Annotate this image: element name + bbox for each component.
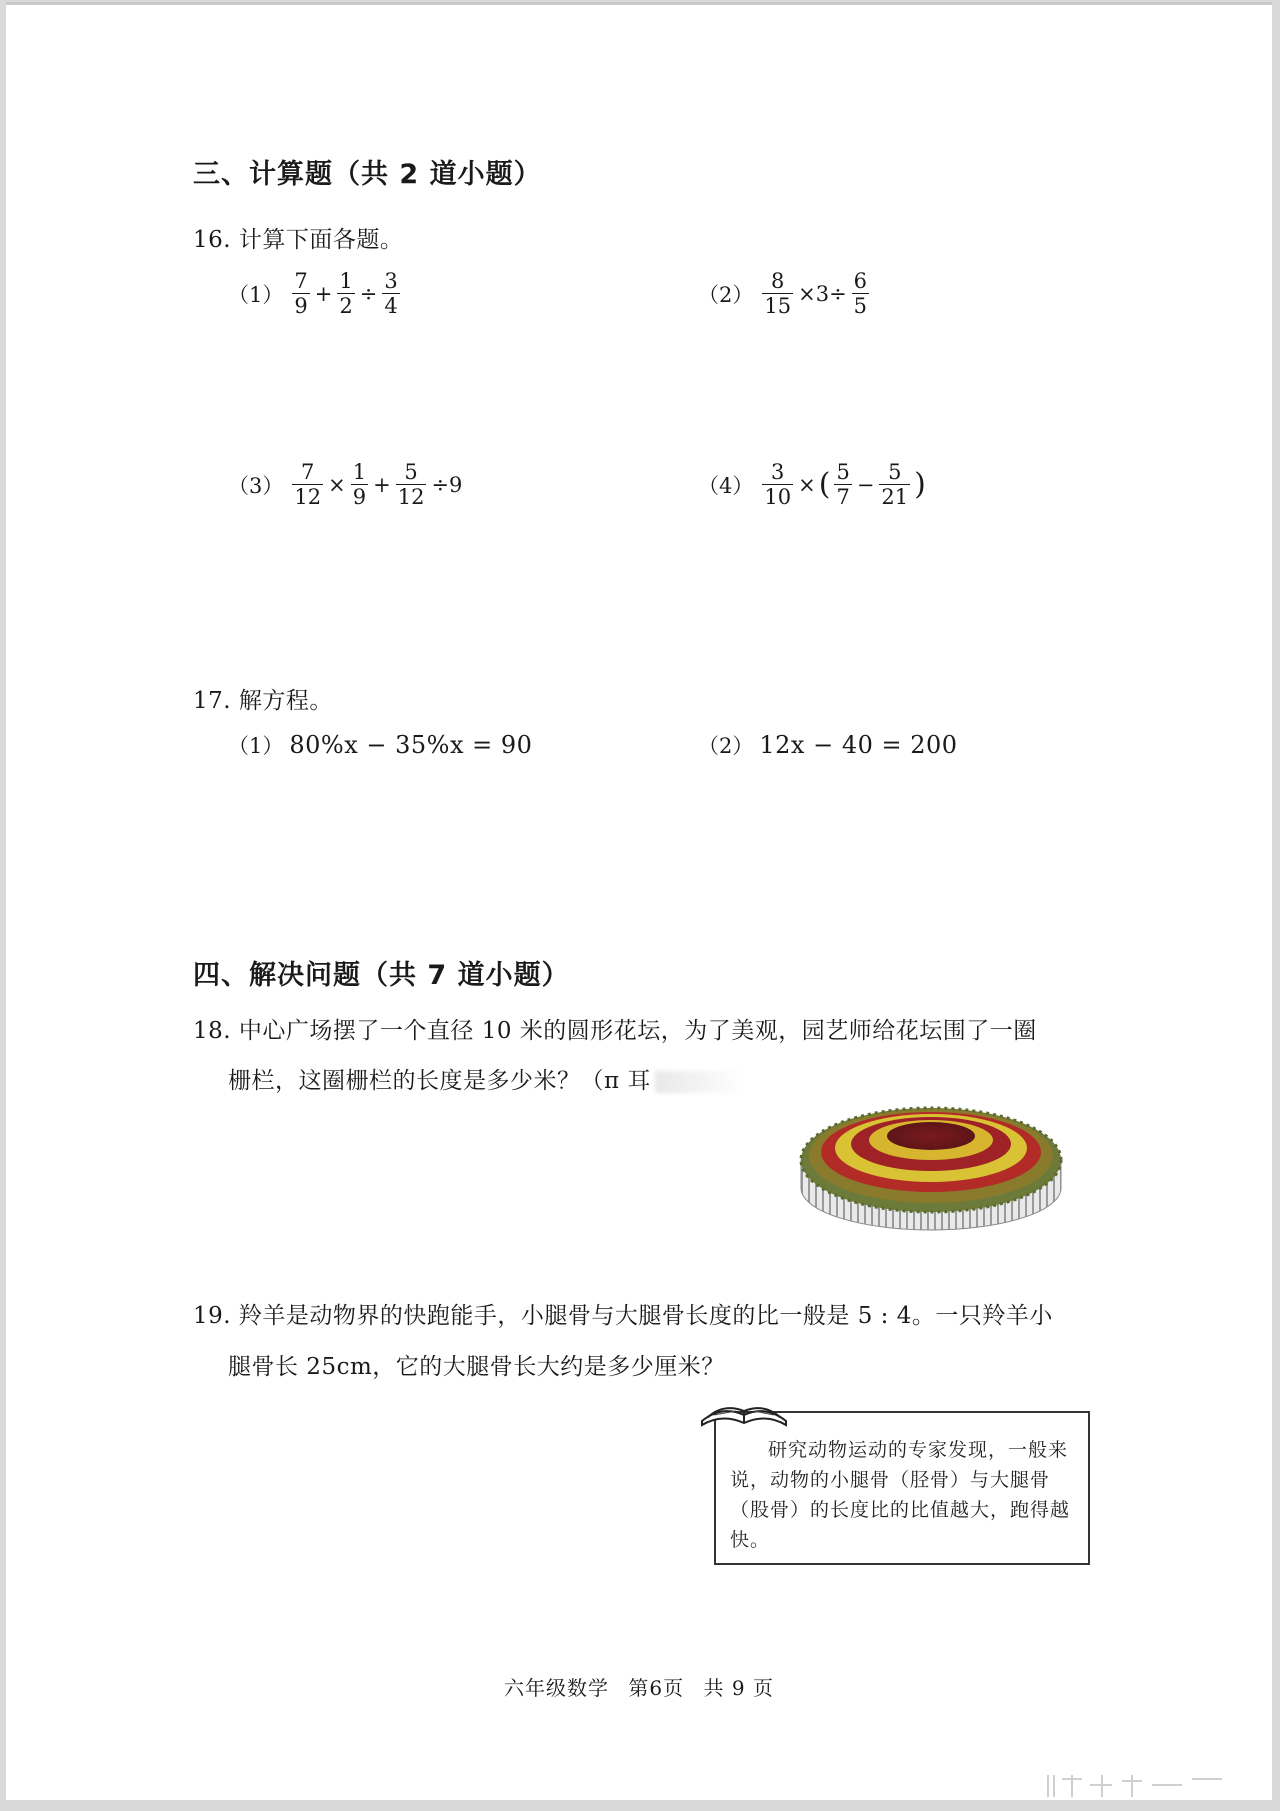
item-tag: （1） bbox=[228, 282, 284, 307]
note-text: 研究动物运动的专家发现，一般来说，动物的小腿骨（胫骨）与大腿骨（股骨）的长度比的比值越大，跑得越快。 bbox=[730, 1439, 1071, 1551]
operator: + bbox=[373, 472, 391, 497]
blurred-region bbox=[655, 1071, 745, 1093]
operator: ×3÷ bbox=[798, 281, 847, 306]
q16-text: 16. 计算下面各题。 bbox=[193, 227, 404, 253]
q19-line2: 腿骨长 25cm，它的大腿骨长大约是多少厘米？ bbox=[228, 1354, 725, 1380]
note-box bbox=[714, 1411, 1090, 1565]
fraction: $\frac{6}{5}$ bbox=[853, 269, 868, 319]
q18-line2-wrap bbox=[228, 1062, 745, 1095]
item-tag: （2） bbox=[698, 734, 754, 758]
operator: ÷ bbox=[359, 281, 378, 306]
fraction: $\frac{8}{15}$ bbox=[764, 269, 792, 319]
q17-item-1 bbox=[228, 730, 532, 760]
q19-line1: 19. 羚羊是动物界的快跑能手，小腿骨与大腿骨长度的比一般是 5 : 4。一只羚羊小 bbox=[193, 1303, 1053, 1329]
open-book-icon bbox=[698, 1395, 790, 1431]
q16-item-3 bbox=[228, 460, 464, 509]
fraction: $\frac{5}{21}$ bbox=[881, 460, 909, 510]
fraction: $\frac{1}{2}$ bbox=[339, 269, 353, 319]
q16-item-4 bbox=[698, 460, 927, 509]
fraction: $\frac{7}{12}$ bbox=[294, 460, 322, 510]
q18-line1: 18. 中心广场摆了一个直径 10 米的圆形花坛，为了美观，园艺师给花坛围了一圈 bbox=[193, 1018, 1037, 1044]
operator: + bbox=[314, 281, 333, 306]
fraction: $\frac{5}{7}$ bbox=[836, 460, 850, 510]
left-paren: ( bbox=[818, 467, 831, 503]
operator: × bbox=[798, 472, 816, 497]
q16-item-1 bbox=[228, 269, 403, 318]
fraction: $\frac{3}{10}$ bbox=[764, 460, 792, 510]
item-tag: （3） bbox=[228, 473, 284, 498]
q16-item-2 bbox=[698, 269, 872, 318]
equation: 80%x − 35%x = 90 bbox=[289, 731, 533, 759]
operator: − bbox=[856, 472, 875, 497]
section4-heading: 四、解决问题（共 7 道小题） bbox=[193, 960, 570, 991]
operator: ÷9 bbox=[431, 472, 463, 497]
item-tag: （1） bbox=[228, 734, 284, 758]
q18-line2: 栅栏，这圈栅栏的长度是多少米？（π 耳 bbox=[228, 1068, 651, 1094]
fraction: $\frac{5}{12}$ bbox=[397, 460, 425, 510]
item-tag: （2） bbox=[698, 282, 754, 307]
section3-heading: 三、计算题（共 2 道小题） bbox=[193, 159, 542, 190]
page-footer bbox=[6, 1672, 1272, 1701]
fraction: $\frac{7}{9}$ bbox=[294, 269, 308, 319]
q17-text: 17. 解方程。 bbox=[193, 688, 333, 714]
equation: 12x − 40 = 200 bbox=[759, 731, 958, 759]
footer-page: 第6页 bbox=[628, 1676, 685, 1700]
fraction: $\frac{3}{4}$ bbox=[384, 269, 398, 319]
fraction: $\frac{1}{9}$ bbox=[352, 460, 367, 510]
flowerbed-image bbox=[796, 1098, 1066, 1232]
watermark-mark bbox=[1042, 1771, 1232, 1801]
footer-grade: 六年级数学 bbox=[504, 1676, 610, 1700]
q17-item-2 bbox=[698, 730, 958, 760]
exam-page bbox=[6, 2, 1272, 1800]
right-paren: ) bbox=[914, 467, 926, 503]
item-tag: （4） bbox=[698, 473, 754, 498]
operator: × bbox=[328, 472, 346, 497]
footer-total: 共 9 页 bbox=[703, 1676, 774, 1700]
